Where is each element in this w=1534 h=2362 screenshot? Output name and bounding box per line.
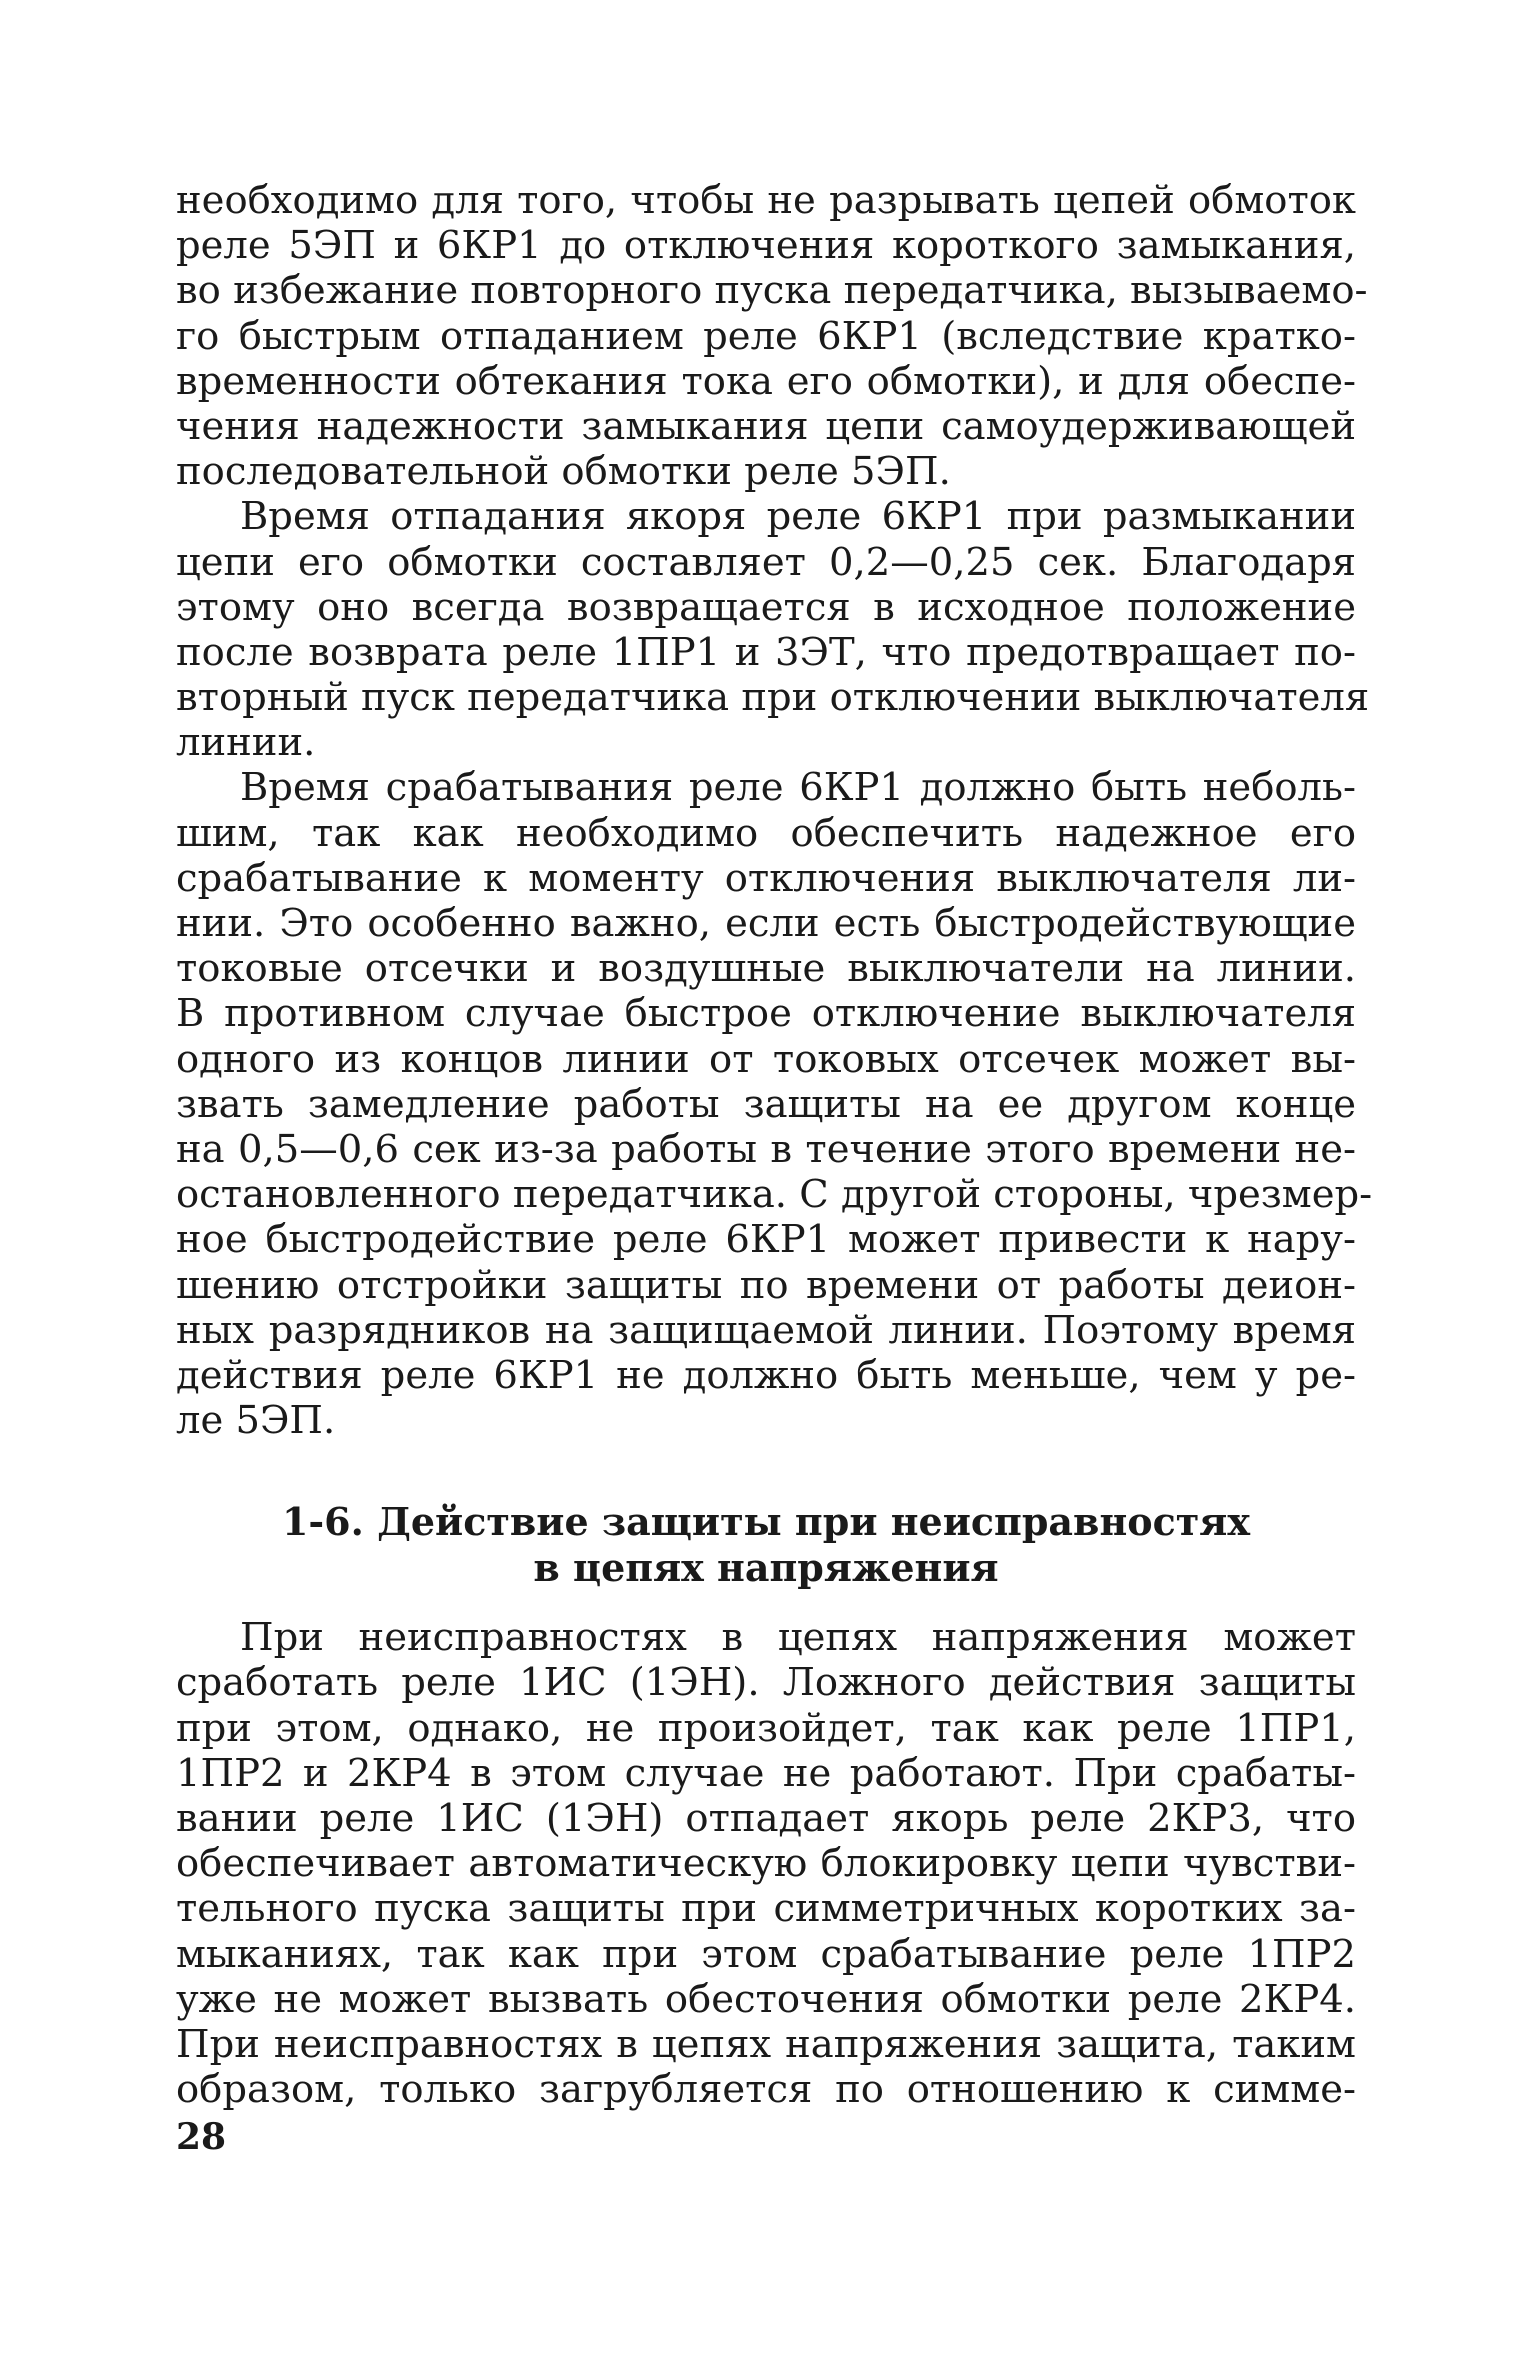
section-heading-line: в цепях напряжения [533, 1545, 999, 1591]
text-line: уже не может вызвать обесточения обмотки реле 2КР4. [176, 1976, 1356, 2022]
paragraph [176, 1615, 1356, 2112]
paragraph [176, 765, 1373, 1444]
section-heading [176, 1499, 1356, 1591]
text-line: действия реле 6КР1 не должно быть меньше, чем у ре- [176, 1352, 1356, 1398]
text-line: го быстрым отпаданием реле 6КР1 (вследствие кратко- [176, 313, 1356, 359]
text-line: мыканиях, так как при этом срабатывание реле 1ПР2 [176, 1931, 1356, 1977]
text-line: во избежание повторного пуска передатчика, вызываемо- [176, 268, 1368, 314]
text-line: чения надежности замыкания цепи самоудерживающей [176, 403, 1356, 449]
text-line: тельного пуска защиты при симметричных коротких за- [176, 1886, 1356, 1932]
text-line: При неисправностях в цепях напряжения может [240, 1615, 1356, 1661]
text-line: последовательной обмотки реле 5ЭП. [176, 449, 951, 495]
text-line: ное быстродействие реле 6КР1 может привести к нару- [176, 1217, 1356, 1263]
text-line: вторный пуск передатчика при отключении выключателя [176, 675, 1370, 721]
text-line: шим, так как необходимо обеспечить надежное его [176, 810, 1356, 856]
text-line: необходимо для того, чтобы не разрывать цепей обмоток [176, 178, 1356, 223]
page-body [176, 178, 1373, 2113]
text-line: звать замедление работы защиты на ее другом конце [176, 1081, 1356, 1127]
text-line: после возврата реле 1ПР1 и 3ЭТ, что предотвращает по- [176, 629, 1356, 675]
text-line: Время срабатывания реле 6КР1 должно быть неболь- [240, 765, 1356, 811]
text-line: При неисправностях в цепях напряжения защита, таким [176, 2021, 1356, 2067]
text-line: цепи его обмотки составляет 0,2—0,25 сек. Благодаря [176, 539, 1356, 585]
text-line: на 0,5—0,6 сек из-за работы в течение этого времени не- [176, 1126, 1356, 1172]
text-line: шению отстройки защиты по времени от работы деион- [176, 1262, 1356, 1308]
text-line: при этом, однако, не произойдет, так как реле 1ПР1, [176, 1705, 1356, 1751]
text-line: ле 5ЭП. [176, 1398, 336, 1444]
text-line: В противном случае быстрое отключение выключателя [176, 991, 1356, 1037]
text-line: остановленного передатчика. С другой стороны, чрезмер- [176, 1172, 1373, 1218]
text-line: ных разрядников на защищаемой линии. Поэтому время [176, 1307, 1356, 1353]
text-line: образом, только загрубляется по отношению к симме- [176, 2067, 1356, 2113]
text-line: обеспечивает автоматическую блокировку цепи чувстви- [176, 1841, 1356, 1887]
text-line: вании реле 1ИС (1ЭН) отпадает якорь реле 2КР3, что [176, 1796, 1356, 1841]
text-line: реле 5ЭП и 6КР1 до отключения короткого замыкания, [176, 223, 1356, 269]
text-line: 1ПР2 и 2КР4 в этом случае не работают. При срабаты- [176, 1750, 1356, 1796]
page-number: 28 [176, 2116, 227, 2158]
text-line: одного из концов линии от токовых отсечек может вы- [176, 1036, 1356, 1082]
text-line: токовые отсечки и воздушные выключатели на линии. [176, 946, 1356, 992]
text-line: сработать реле 1ИС (1ЭН). Ложного действия защиты [176, 1660, 1356, 1706]
text-line: этому оно всегда возвращается в исходное положение [176, 584, 1356, 630]
text-line: срабатывание к моменту отключения выключателя ли- [176, 855, 1356, 901]
text-line: Время отпадания якоря реле 6КР1 при размыкании [240, 494, 1356, 540]
text-line: линии. [176, 720, 316, 766]
text-line: временности обтекания тока его обмотки), и для обеспе- [176, 358, 1356, 404]
paragraph [176, 178, 1368, 495]
text-line: нии. Это особенно важно, если есть быстродействующие [176, 901, 1356, 946]
paragraph [176, 494, 1370, 766]
section-heading-line: 1-6. Действие защиты при неисправностях [281, 1499, 1251, 1545]
